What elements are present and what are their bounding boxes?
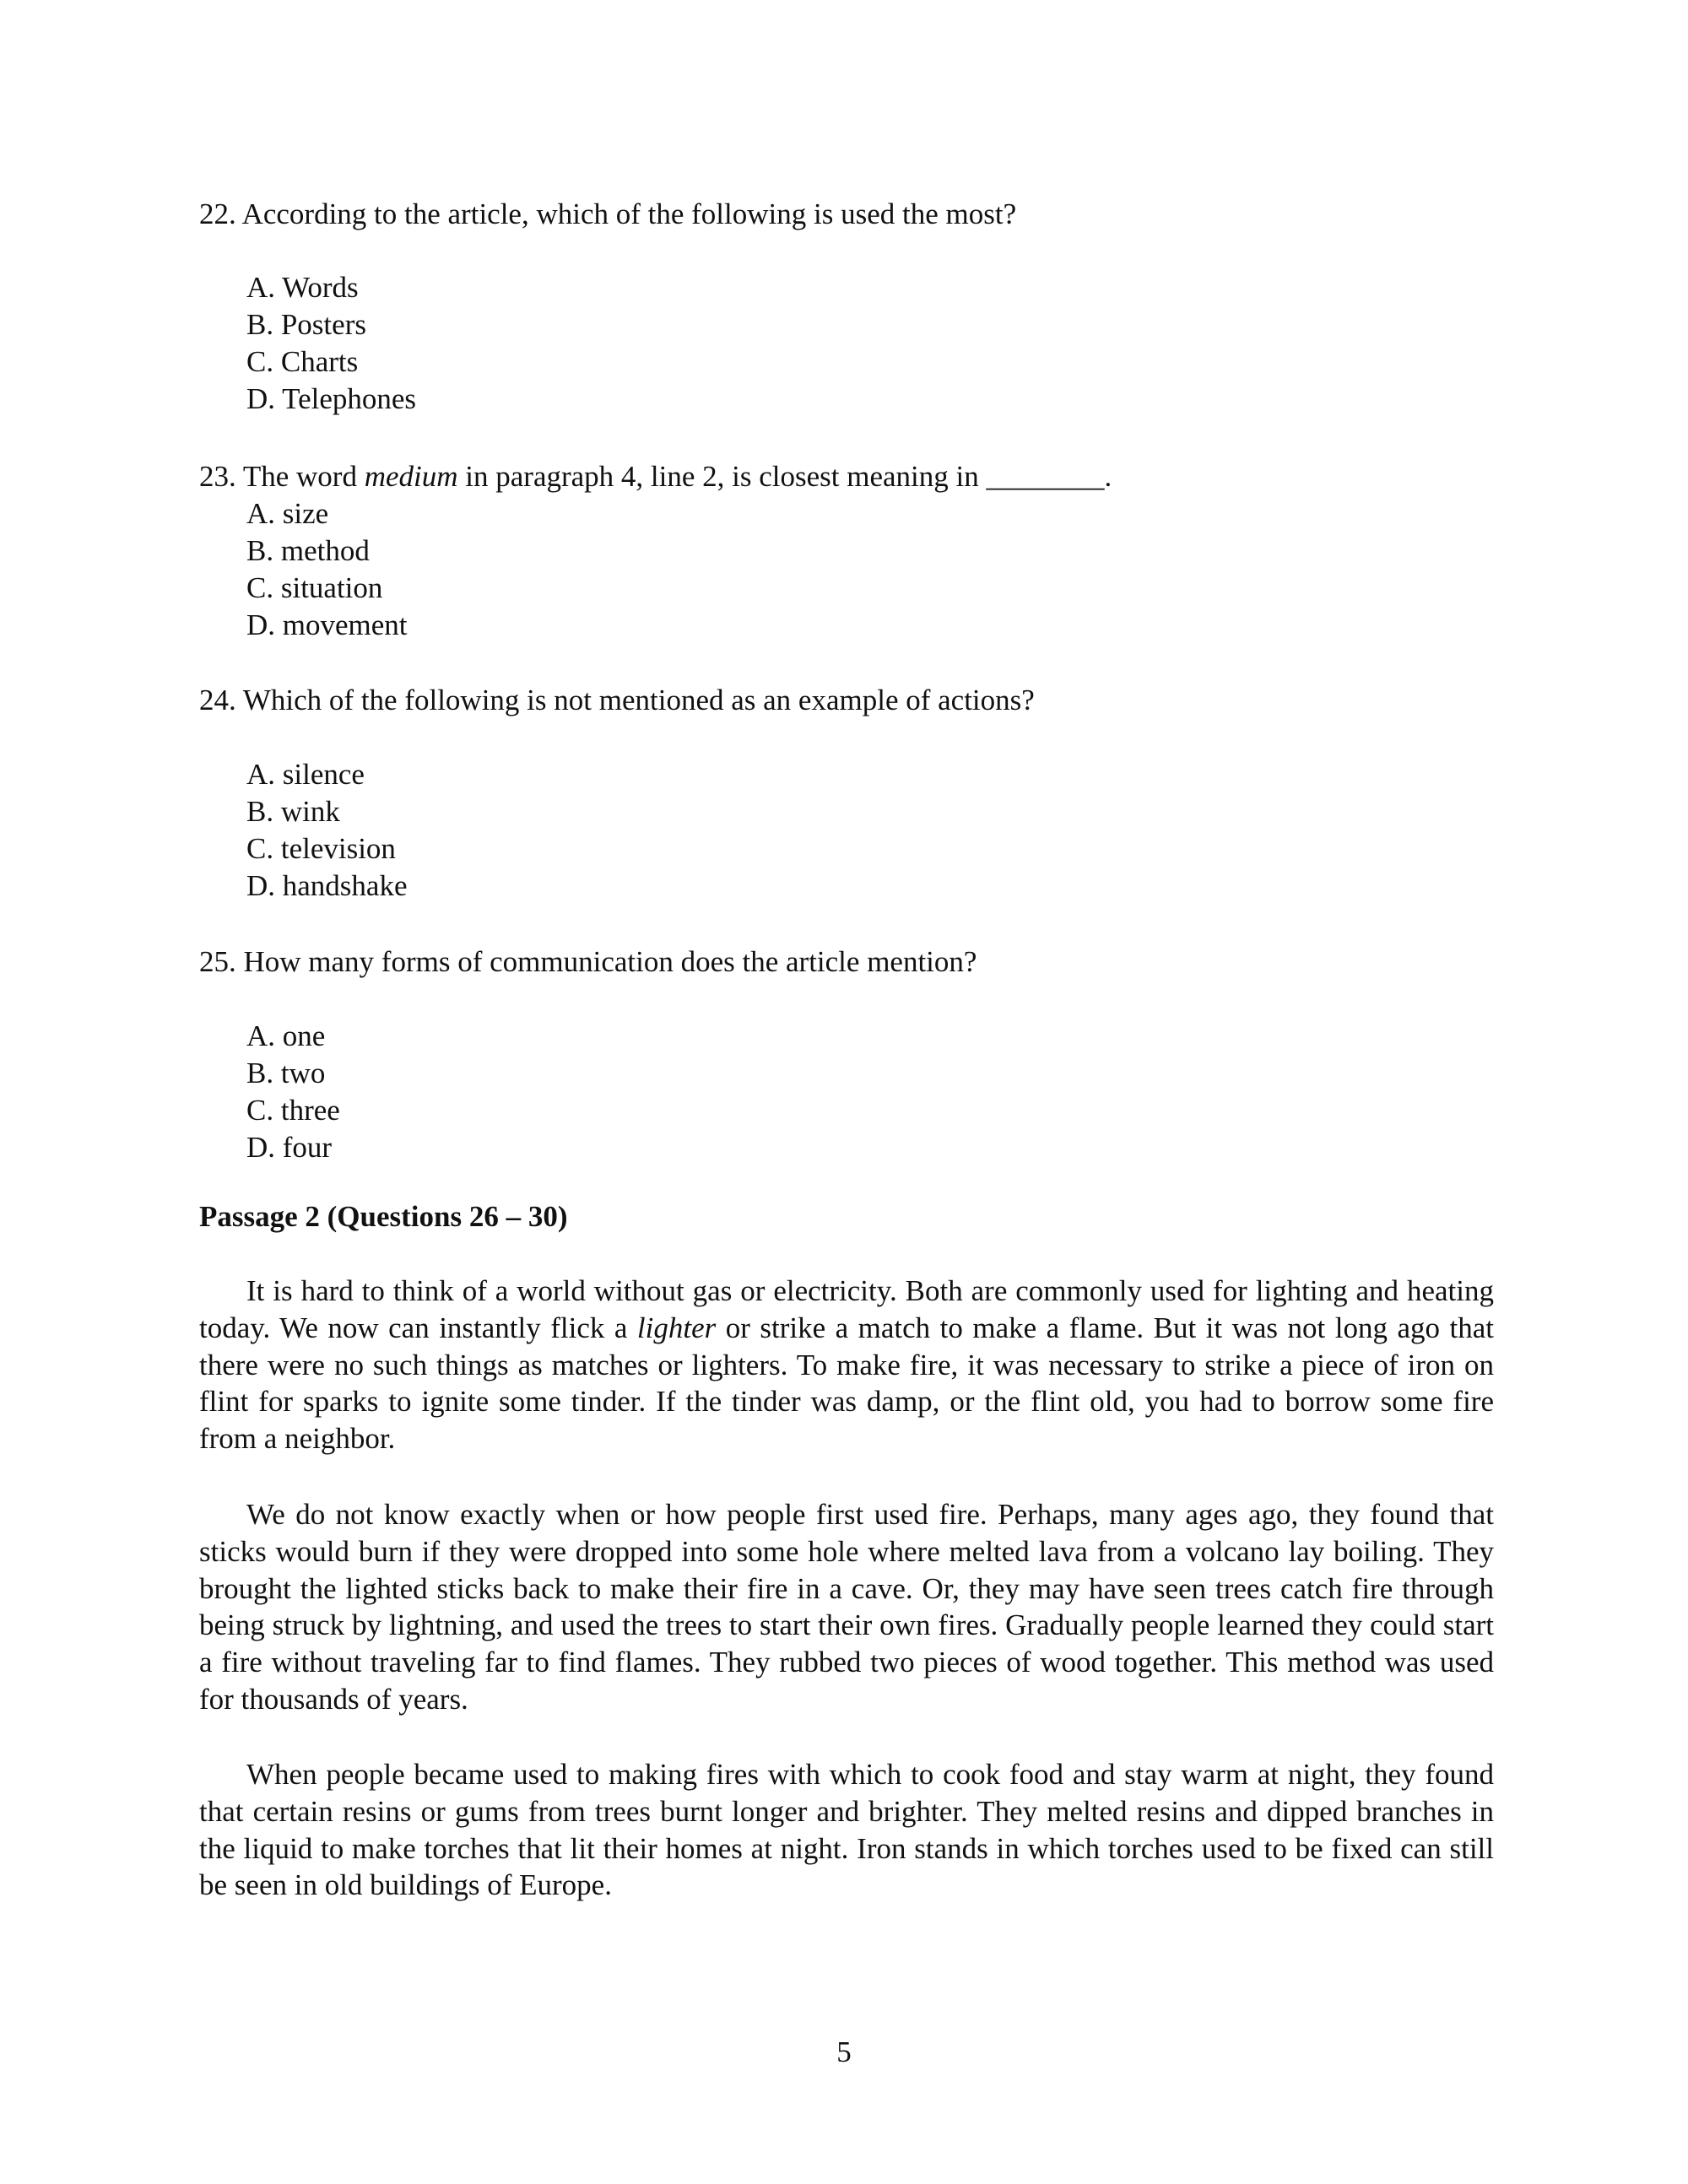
question-24-text: 24. Which of the following is not mentioned as an example of actions? bbox=[199, 684, 1035, 716]
question-23-text-start: 23. The word bbox=[199, 460, 365, 493]
question-24-options bbox=[246, 756, 1259, 905]
question-23-italic-word: medium bbox=[364, 460, 458, 493]
question-23-option-b: B. method bbox=[246, 534, 370, 567]
question-25-option-c: C. three bbox=[246, 1094, 340, 1127]
passage-heading: Passage 2 (Questions 26 – 30) bbox=[199, 1200, 568, 1233]
question-24-stem bbox=[199, 682, 1516, 719]
question-23-option-a: A. size bbox=[246, 497, 329, 530]
passage-paragraph-2 bbox=[199, 1496, 1494, 1718]
question-22-option-d: D. Telephones bbox=[246, 382, 417, 415]
question-22-option-b: B. Posters bbox=[246, 308, 366, 341]
question-23-option-c: C. situation bbox=[246, 571, 383, 604]
passage-paragraph-1 bbox=[199, 1273, 1494, 1457]
question-25-stem bbox=[199, 943, 1516, 981]
question-25-option-a: A. one bbox=[246, 1019, 326, 1052]
question-23-option-d: D. movement bbox=[246, 608, 408, 641]
question-23-options bbox=[246, 495, 1259, 644]
question-22-option-c: C. Charts bbox=[246, 345, 359, 378]
question-22-options bbox=[246, 269, 1259, 418]
question-25-text: 25. How many forms of communication does the article mention? bbox=[199, 945, 977, 978]
paragraph-1-text-start: It is hard to think of a world without gas or electricity. Both are commonly used for lighting and heating today. We now can instantly flick a bbox=[199, 1274, 1494, 1344]
question-24-option-b: B. wink bbox=[246, 795, 340, 828]
question-23-text-end: in paragraph 4, line 2, is closest meaning in ________. bbox=[457, 460, 1112, 493]
passage-paragraph-3 bbox=[199, 1756, 1494, 1904]
question-25-options bbox=[246, 1018, 1259, 1166]
paragraph-1-italic-word: lighter bbox=[636, 1311, 717, 1344]
question-25-option-b: B. two bbox=[246, 1057, 326, 1089]
question-25-option-d: D. four bbox=[246, 1131, 333, 1164]
question-22-text: 22. According to the article, which of the following is used the most? bbox=[199, 197, 1017, 230]
paragraph-1-text-end: or strike a match to make a flame. But it was not long ago that there were no such things as matches or lighters. To make fire, it was necessary to strike a piece of iron on flint for sparks to ignite some tinder. If the tinder was damp, or the flint old, you had to borrow some fire from a neighbor. bbox=[199, 1311, 1494, 1456]
question-23-stem bbox=[199, 458, 1516, 495]
question-22-option-a: A. Words bbox=[246, 271, 359, 304]
question-24-option-c: C. television bbox=[246, 832, 396, 865]
page-number: 5 bbox=[836, 2035, 852, 2068]
question-24-option-d: D. handshake bbox=[246, 869, 408, 902]
question-22-stem bbox=[199, 196, 1516, 233]
paragraph-3-text: When people became used to making fires with which to cook food and stay warm at night, they found that certain resins or gums from trees burnt longer and brighter. They melted resins and dipped branches in the liquid to make torches that lit their homes at night. Iron stands in which torches used to be fixed can still be seen in old buildings of Europe. bbox=[199, 1758, 1494, 1902]
paragraph-2-text: We do not know exactly when or how people first used fire. Perhaps, many ages ago, they found that sticks would burn if they were dropped into some hole where melted lava from a volcano lay boiling. They brought the lighted sticks back to make their fire in a cave. Or, they may have seen trees catch fire through being struck by lightning, and used the trees to start their own fires. Gradually people learned they could start a fire without traveling far to find flames. They rubbed two pieces of wood together. This method was used for thousands of years. bbox=[199, 1498, 1494, 1716]
question-24-option-a: A. silence bbox=[246, 758, 365, 791]
